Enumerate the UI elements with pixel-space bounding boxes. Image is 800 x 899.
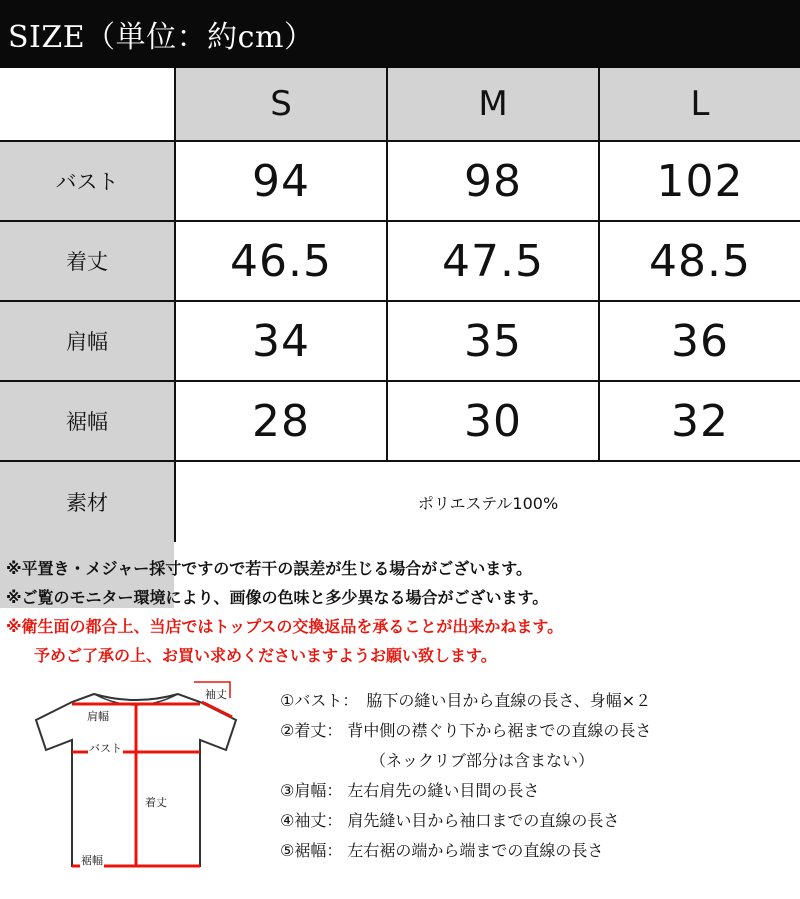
- label-length: 着丈: [145, 796, 167, 809]
- warning-text: 予めご了承の上、お買い求めくださいますようお願い致します。: [34, 646, 497, 665]
- value: 102: [656, 155, 744, 207]
- value: 35: [464, 315, 522, 367]
- value-cell: [600, 142, 800, 220]
- divider: [0, 220, 800, 222]
- row-label: バスト: [55, 170, 119, 194]
- value: 48.5: [649, 235, 751, 287]
- value-cell: [176, 382, 386, 460]
- measurement-legend: [280, 686, 790, 866]
- value: 46.5: [230, 235, 332, 287]
- value: 36: [671, 315, 729, 367]
- value-cell: [176, 222, 386, 300]
- legend-item: ②着丈： 背中側の襟ぐり下から裾までの直線の長さ: [280, 721, 652, 740]
- header-bar: [0, 0, 800, 68]
- sleeve-line: [202, 702, 232, 717]
- divider: [0, 460, 800, 462]
- value-cell: [388, 222, 598, 300]
- note-text: ※ご覧のモニター環境により、画像の色味と多少異なる場合がございます。: [6, 588, 549, 607]
- row-label: 肩幅: [66, 330, 108, 354]
- row-label: 着丈: [66, 250, 108, 274]
- legend-item: （ネックリブ部分は含まない）: [370, 751, 595, 770]
- size-label: M: [478, 84, 508, 124]
- label-bust: バスト: [89, 742, 122, 755]
- legend-item: ⑤裾幅： 左右裾の端から端までの直線の長さ: [280, 841, 604, 860]
- value: 47.5: [442, 235, 544, 287]
- legend-item: ③肩幅： 左右肩先の縫い目間の長さ: [280, 781, 540, 800]
- notes: [6, 554, 796, 670]
- size-label: S: [270, 84, 292, 124]
- material-cell: [176, 462, 800, 542]
- value-cell: [176, 302, 386, 380]
- value-cell: [388, 302, 598, 380]
- value-cell: [600, 382, 800, 460]
- value-cell: [388, 142, 598, 220]
- value: 94: [252, 155, 310, 207]
- row-label: 素材: [66, 491, 108, 515]
- row-label-shoulder: [0, 302, 174, 380]
- row-label-hem: [0, 382, 174, 460]
- value: 34: [252, 315, 310, 367]
- size-header-l: [600, 68, 800, 140]
- material-value: ポリエステル100%: [417, 493, 559, 513]
- row-label-length: [0, 222, 174, 300]
- divider: [386, 68, 388, 460]
- size-label: L: [690, 84, 710, 124]
- divider: [174, 68, 176, 542]
- measurement-diagram: [32, 680, 262, 880]
- note-text: ※平置き・メジャー採寸ですので若干の誤差が生じる場合がございます。: [6, 559, 532, 578]
- row-label-material: [0, 462, 174, 542]
- size-header-m: [388, 68, 598, 140]
- tshirt-diagram: [32, 680, 262, 880]
- size-header-s: [176, 68, 386, 140]
- label-sleeve: 袖丈: [205, 688, 227, 701]
- legend-item: ①バスト： 脇下の縫い目から直線の長さ、身幅×２: [280, 691, 652, 710]
- value-cell: [600, 222, 800, 300]
- divider: [0, 380, 800, 382]
- value: 30: [464, 395, 522, 447]
- value: 28: [252, 395, 310, 447]
- label-shoulder: 肩幅: [87, 710, 109, 723]
- value: 98: [464, 155, 522, 207]
- divider: [0, 300, 800, 302]
- row-label-bust: [0, 142, 174, 220]
- value-cell: [388, 382, 598, 460]
- value-cell: [600, 302, 800, 380]
- value: 32: [671, 395, 729, 447]
- row-label: 裾幅: [66, 410, 108, 434]
- value-cell: [176, 142, 386, 220]
- legend-item: ④袖丈： 肩先縫い目から袖口までの直線の長さ: [280, 811, 620, 830]
- warning-text: ※衛生面の都合上、当店ではトップスの交換返品を承ることが出来かねます。: [6, 617, 564, 636]
- page-title: SIZE（単位：約cm）: [8, 20, 315, 55]
- divider: [598, 68, 600, 460]
- divider: [0, 140, 800, 142]
- label-hem: 裾幅: [81, 854, 103, 867]
